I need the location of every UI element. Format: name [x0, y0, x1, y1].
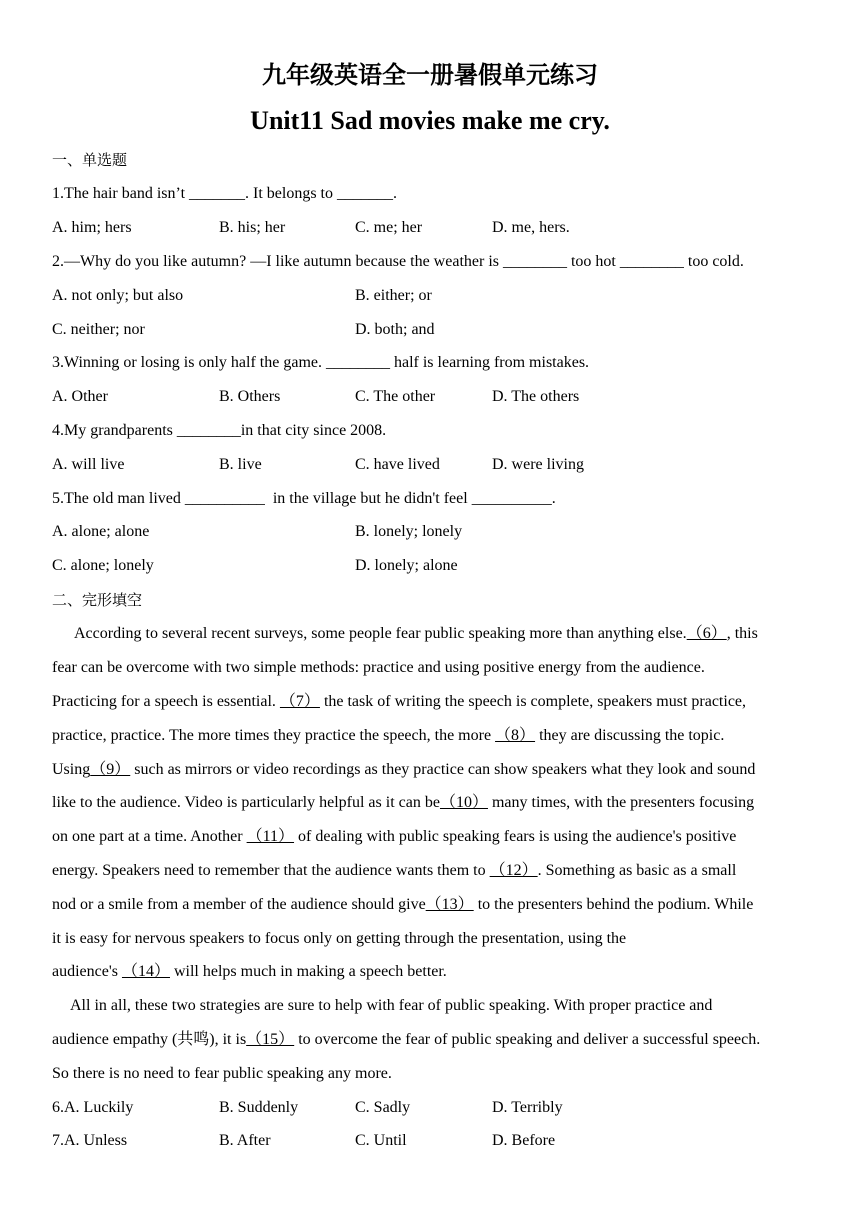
question-1-stem: 1.The hair band isn’t _______. It belongs to _______. — [52, 185, 397, 202]
section-heading-single-choice: 一、单选题 — [52, 151, 128, 169]
blank-7: （7） — [279, 693, 320, 710]
passage-line — [52, 962, 822, 982]
question-5-option-b: B. lonely; lonely — [355, 523, 463, 540]
question-2-option-c: C. neither; nor — [52, 321, 145, 338]
question-3-stem: 3.Winning or losing is only half the game. ________ half is learning from mistakes. — [52, 354, 590, 371]
passage-text: practice, practice. The more times they practice the speech, the more — [52, 727, 496, 744]
blank-13: （13） — [425, 896, 474, 913]
passage-line — [52, 827, 822, 847]
passage-line — [74, 624, 844, 644]
question-4-stem: 4.My grandparents ________in that city since 2008. — [52, 422, 387, 439]
passage-text: will helps much in making a speech better. — [169, 963, 447, 980]
passage-text: audience empathy (共鸣), it is — [52, 1031, 247, 1048]
passage-line: it is easy for nervous speakers to focus only on getting through the presentation, using the — [52, 930, 627, 947]
passage-text: . Something as basic as a small — [537, 862, 737, 879]
passage-text: Using — [52, 761, 91, 778]
passage-text: , this — [726, 625, 758, 642]
passage-line — [52, 895, 822, 915]
blank-11: （11） — [246, 828, 295, 845]
passage-line — [52, 760, 822, 780]
question-6-option-d: D. Terribly — [492, 1099, 563, 1116]
passage-text: of dealing with public speaking fears is using the audience's positive — [294, 828, 737, 845]
question-5-option-a: A. alone; alone — [52, 523, 150, 540]
passage-line — [52, 1030, 822, 1050]
question-2-option-b: B. either; or — [355, 287, 432, 304]
question-5-stem-mid: in the village but he didn't feel — [264, 490, 472, 507]
passage-text: many times, with the presenters focusing — [487, 794, 755, 811]
question-4-option-b: B. live — [219, 456, 262, 473]
question-1-option-b: B. his; her — [219, 219, 286, 236]
question-5-stem-end: . — [551, 490, 556, 507]
blank-9: （9） — [90, 761, 131, 778]
question-5-blank-2: __________ — [471, 490, 552, 507]
question-3-option-a: A. Other — [52, 388, 108, 405]
question-7-option-d: D. Before — [492, 1132, 556, 1149]
question-4-option-c: C. have lived — [355, 456, 440, 473]
question-4-option-d: D. were living — [492, 456, 584, 473]
passage-text: According to several recent surveys, some people fear public speaking more than anything else. — [74, 625, 687, 642]
passage-line — [52, 861, 822, 881]
question-5-stem — [52, 489, 556, 509]
blank-14: （14） — [121, 963, 170, 980]
question-4-option-a: A. will live — [52, 456, 125, 473]
question-1-option-a: A. him; hers — [52, 219, 132, 236]
section-heading-cloze: 二、完形填空 — [52, 591, 143, 609]
question-3-option-d: D. The others — [492, 388, 580, 405]
question-5-option-c: C. alone; lonely — [52, 557, 154, 574]
passage-line — [52, 793, 822, 813]
passage-text: to overcome the fear of public speaking and deliver a successful speech. — [294, 1031, 761, 1048]
question-2-stem: 2.—Why do you like autumn? —I like autumn because the weather is ________ too hot ________ too cold. — [52, 253, 744, 270]
page-title: 九年级英语全一册暑假单元练习 — [262, 61, 598, 89]
passage-text: the task of writing the speech is complete, speakers must practice, — [319, 693, 747, 710]
passage-text: energy. Speakers need to remember that the audience wants them to — [52, 862, 490, 879]
blank-8: （8） — [495, 727, 536, 744]
passage-text: they are discussing the topic. — [535, 727, 725, 744]
question-2-option-d: D. both; and — [355, 321, 435, 338]
question-7-option-b: B. After — [219, 1132, 271, 1149]
question-6-option-c: C. Sadly — [355, 1099, 411, 1116]
question-3-option-b: B. Others — [219, 388, 281, 405]
passage-text: audience's — [52, 963, 122, 980]
question-5-blank-1: __________ — [184, 490, 265, 507]
passage-line — [52, 726, 822, 746]
blank-10: （10） — [439, 794, 488, 811]
passage-line: So there is no need to fear public speaking any more. — [52, 1065, 392, 1082]
blank-6: （6） — [686, 625, 727, 642]
passage-text: nod or a smile from a member of the audience should give — [52, 896, 426, 913]
question-6-option-a: 6.A. Luckily — [52, 1099, 134, 1116]
question-1-option-c: C. me; her — [355, 219, 423, 236]
question-3-option-c: C. The other — [355, 388, 436, 405]
passage-text: such as mirrors or video recordings as they practice can show speakers what they look and sound — [130, 761, 756, 778]
passage-text: on one part at a time. Another — [52, 828, 247, 845]
passage-line: fear can be overcome with two simple methods: practice and using positive energy from the audience. — [52, 659, 705, 676]
blank-15: （15） — [246, 1031, 295, 1048]
question-7-option-c: C. Until — [355, 1132, 407, 1149]
passage-text: Practicing for a speech is essential. — [52, 693, 280, 710]
question-2-option-a: A. not only; but also — [52, 287, 184, 304]
blank-12: （12） — [489, 862, 538, 879]
passage-line — [52, 692, 822, 712]
question-1-option-d: D. me, hers. — [492, 219, 570, 236]
question-5-stem-text: 5.The old man lived — [52, 490, 185, 507]
passage-text: like to the audience. Video is particularly helpful as it can be — [52, 794, 440, 811]
question-6-option-b: B. Suddenly — [219, 1099, 299, 1116]
unit-title: Unit11 Sad movies make me cry. — [250, 106, 610, 135]
passage-text: to the presenters behind the podium. While — [473, 896, 754, 913]
question-5-option-d: D. lonely; alone — [355, 557, 458, 574]
question-7-option-a: 7.A. Unless — [52, 1132, 128, 1149]
passage-line: All in all, these two strategies are sure to help with fear of public speaking. With proper practice and — [70, 997, 713, 1014]
